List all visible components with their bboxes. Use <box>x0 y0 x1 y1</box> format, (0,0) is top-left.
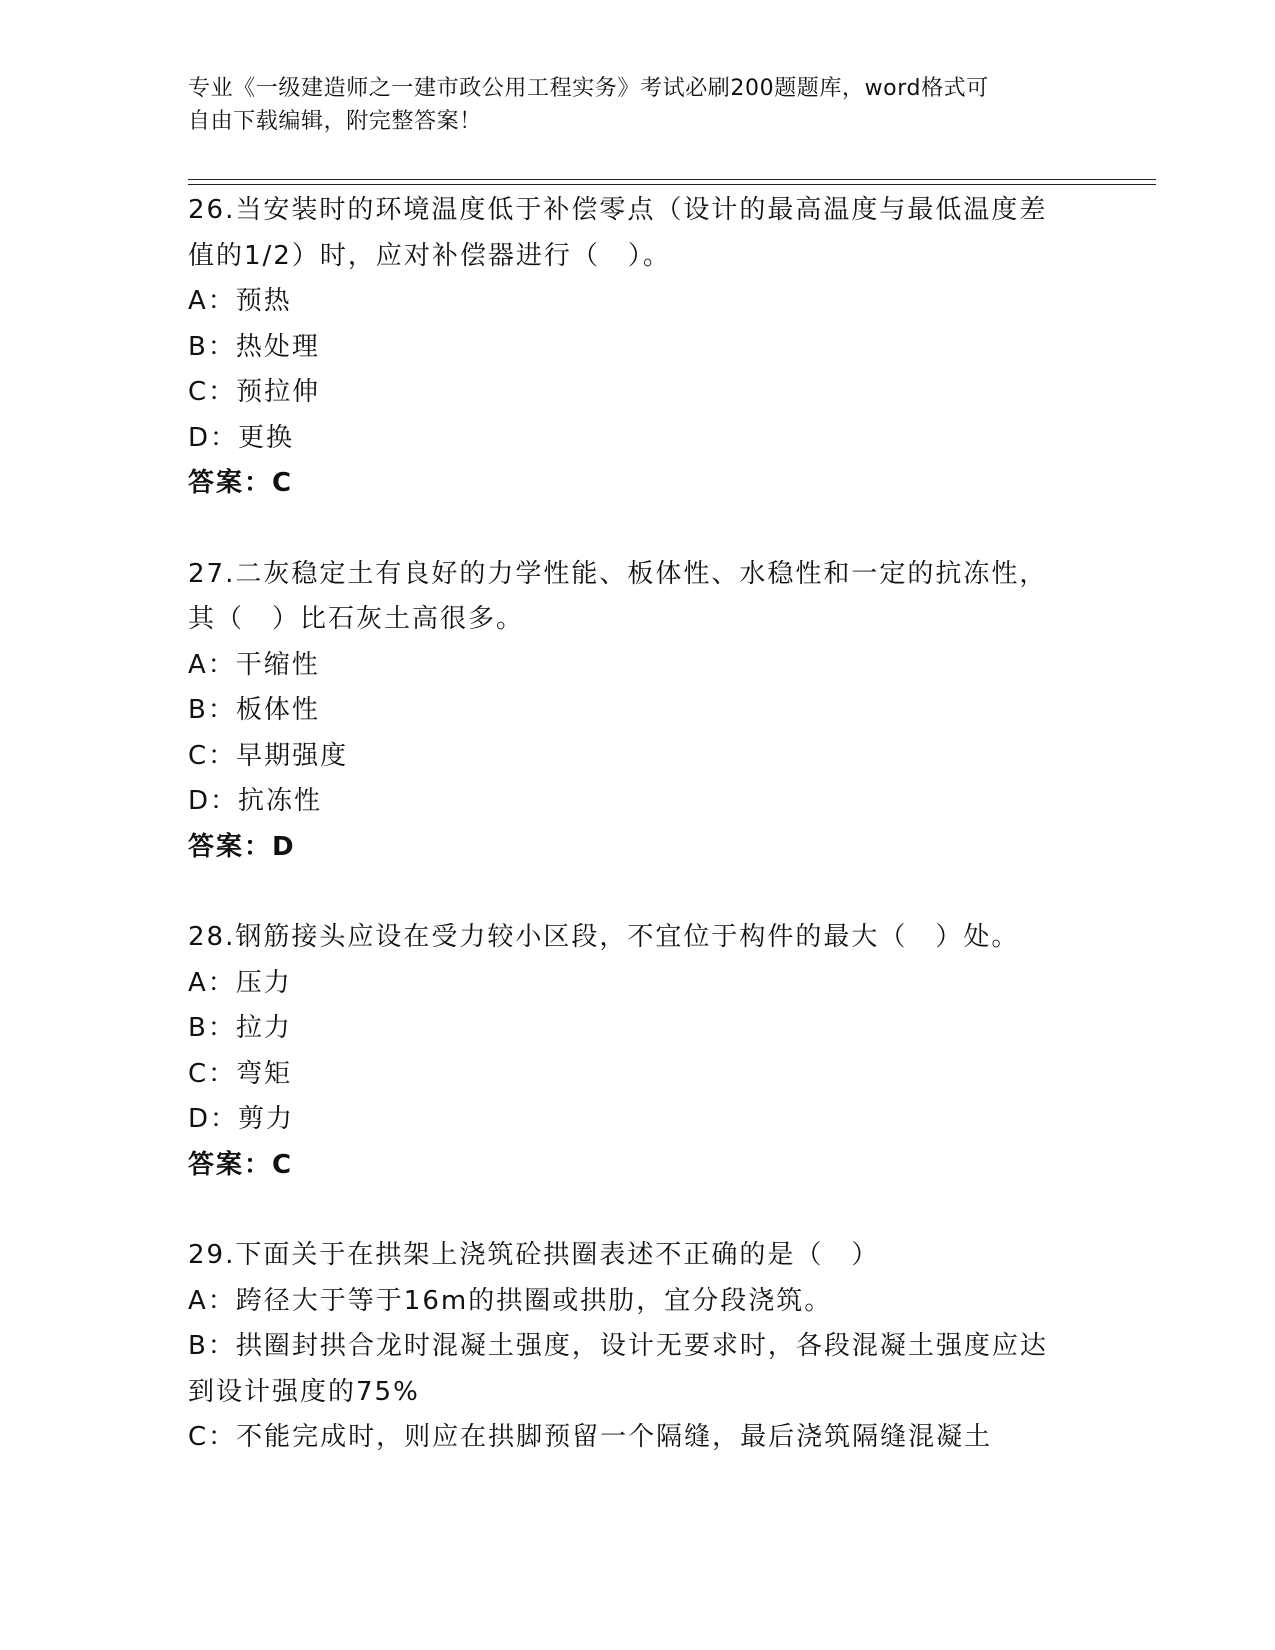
option-b: B：热处理 <box>188 331 320 362</box>
question-stem-line: 27.二灰稳定土有良好的力学性能、板体性、水稳性和一定的抗冻性， <box>188 558 1048 589</box>
option-b-continued: 到设计强度的75% <box>188 1376 420 1407</box>
option-a: A：跨径大于等于16m的拱圈或拱肋，宜分段浇筑。 <box>188 1285 833 1316</box>
question-stem-line: 26.当安装时的环境温度低于补偿零点（设计的最高温度与最低温度差 <box>188 195 1048 225</box>
option-c: C：预拉伸 <box>188 377 321 407</box>
document-header <box>188 72 1068 138</box>
question-29 <box>188 1233 1088 1461</box>
option-d: D：剪力 <box>188 1104 295 1134</box>
answer: 答案：C <box>188 468 294 498</box>
option-c: C：不能完成时，则应在拱脚预留一个隔缝，最后浇筑隔缝混凝土 <box>188 1422 993 1452</box>
option-c: C：弯矩 <box>188 1058 293 1089</box>
answer: 答案：C <box>188 1149 294 1180</box>
question-28 <box>188 915 1088 1188</box>
question-stem-line: 28.钢筋接头应设在受力较小区段，不宜位于构件的最大（ ）处。 <box>188 922 1020 952</box>
option-a: A：压力 <box>188 967 292 998</box>
question-stem-line: 29.下面关于在拱架上浇筑砼拱圈表述不正确的是（ ） <box>188 1240 880 1270</box>
option-d: D：更换 <box>188 422 295 453</box>
option-b: B：板体性 <box>188 695 320 725</box>
question-26 <box>188 188 1088 507</box>
question-stem-line: 其（ ）比石灰土高很多。 <box>188 604 525 634</box>
option-a: A：干缩性 <box>188 649 320 680</box>
question-stem-line: 值的1/2）时，应对补偿器进行（ ）。 <box>188 240 671 271</box>
option-c: C：早期强度 <box>188 740 349 771</box>
option-d: D：抗冻性 <box>188 786 323 816</box>
header-divider-bottom <box>188 184 1156 185</box>
question-27 <box>188 552 1088 871</box>
header-line-2: 自由下载编辑，附完整答案！ <box>188 109 482 134</box>
option-b: B：拱圈封拱合龙时混凝土强度，设计无要求时，各段混凝土强度应达 <box>188 1331 1048 1361</box>
header-divider-top <box>188 179 1156 180</box>
header-line-1: 专业《一级建造师之一建市政公用工程实务》考试必刷200题题库，word格式可 <box>188 76 989 101</box>
question-list <box>188 188 1088 1506</box>
option-b: B：拉力 <box>188 1013 292 1043</box>
option-a: A：预热 <box>188 286 292 316</box>
answer: 答案：D <box>188 831 296 862</box>
